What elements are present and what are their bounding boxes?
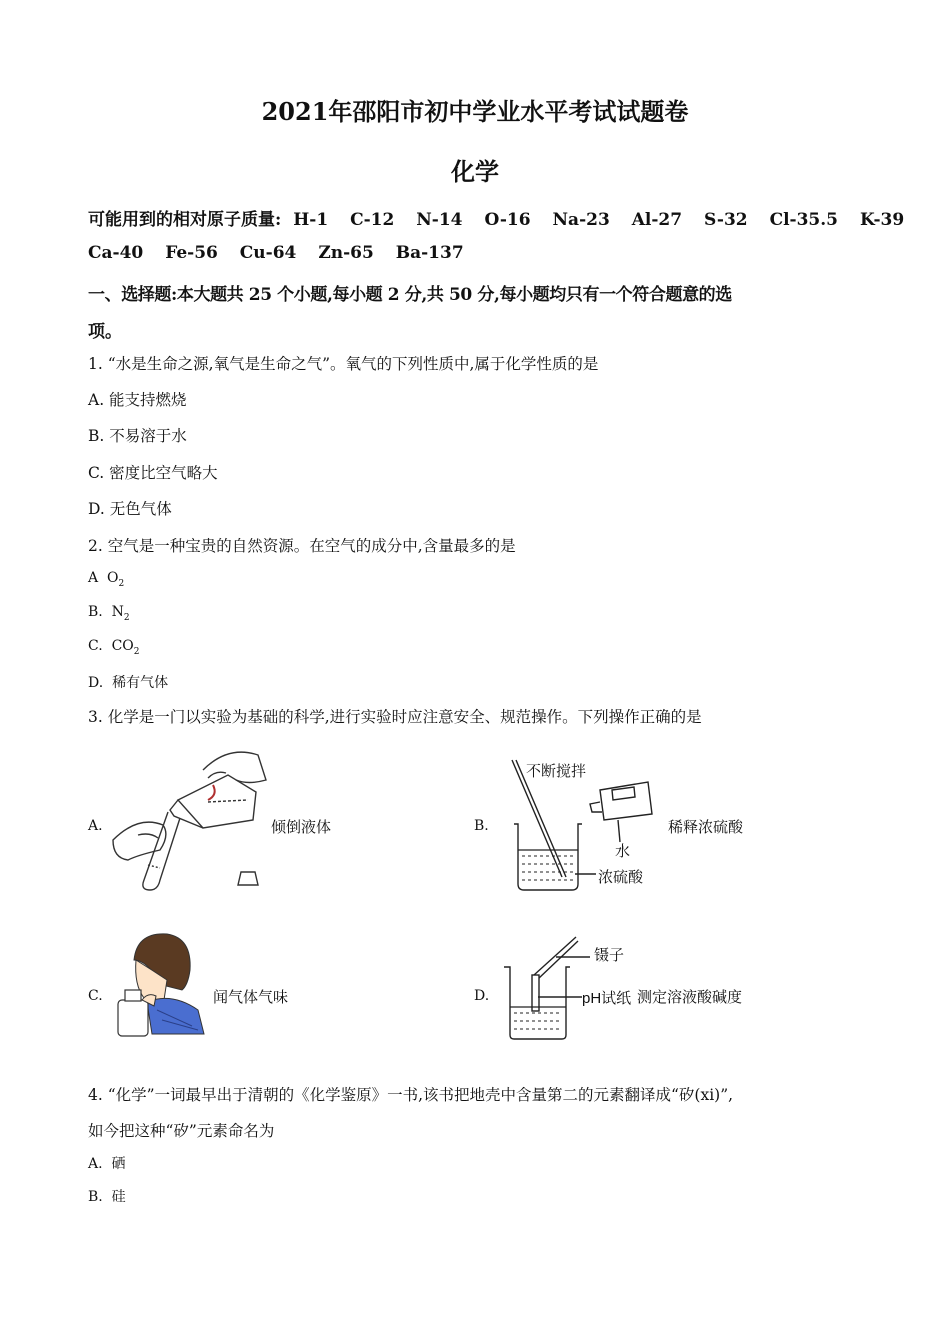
atomic-mass: O-16 (484, 210, 531, 230)
question-4-option-a: A. 硒 (88, 1156, 126, 1172)
atomic-mass: K-39 (859, 210, 905, 230)
atomic-mass: Al-27 (631, 210, 683, 230)
atomic-mass: Na-23 (552, 210, 610, 230)
atomic-mass: S-32 (704, 210, 748, 230)
stirring-label: 不断搅拌 (526, 763, 587, 780)
tweezers-label: 镊子 (594, 947, 625, 964)
question-4-stem: 4. “化学”一词最早出于清朝的《化学鉴原》一书,该书把地壳中含量第二的元素翻译成“矽(xi)”, (88, 1086, 734, 1104)
atomic-mass: Ba-137 (395, 243, 464, 263)
question-3-option-d-caption: 测定溶液酸碱度 (637, 988, 743, 1006)
question-3-option-c-letter: C. (88, 988, 103, 1004)
subject-title: 化学 (451, 157, 499, 186)
question-1-stem: 1. “水是生命之源,氧气是生命之气”。氧气的下列性质中,属于化学性质的是 (88, 355, 599, 373)
question-2-option-a: A $O_2$ (88, 570, 125, 589)
question-3-option-a-letter: A. (88, 818, 103, 834)
page-title: 2021年邵阳市初中学业水平考试试题卷 (261, 97, 689, 126)
atomic-mass: C-12 (350, 210, 395, 230)
sulfuric-acid-label: 浓硫酸 (598, 869, 644, 886)
question-1-option-a: A. 能支持燃烧 (88, 391, 187, 409)
question-3-option-a-caption: 倾倒液体 (271, 818, 332, 836)
ph-paper-label: pH试纸 (582, 990, 632, 1007)
section-heading-cont: 项。 (88, 322, 122, 342)
atomic-mass: H-1 (293, 210, 329, 230)
question-1-option-b: B. 不易溶于水 (88, 427, 187, 445)
atomic-mass: Zn-65 (318, 243, 374, 263)
atomic-mass: Fe-56 (165, 243, 218, 263)
atomic-mass: Cl-35.5 (769, 210, 839, 230)
question-3-option-b-caption: 稀释浓硫酸 (668, 818, 744, 836)
question-2-option-d: D. 稀有气体 (88, 675, 169, 691)
question-3-option-c-caption: 闻气体气味 (213, 988, 289, 1006)
atomic-masses-line1 (88, 205, 904, 230)
question-1-option-c: C. 密度比空气略大 (88, 464, 218, 482)
question-2-option-b: B. $N_2$ (88, 604, 130, 623)
atomic-mass: Cu-64 (239, 243, 297, 263)
question-4-stem-cont: 如今把这种“矽”元素命名为 (88, 1122, 275, 1140)
question-3-option-b-letter: B. (474, 818, 489, 834)
atomic-masses-label: 可能用到的相对原子质量: (88, 210, 282, 230)
atomic-mass: Ca-40 (88, 243, 144, 263)
atomic-masses-line2 (88, 243, 480, 263)
pouring-liquid-figure (108, 740, 268, 895)
smelling-gas-figure (112, 930, 212, 1040)
section-heading: 一、选择题:本大题共 25 个小题,每小题 2 分,共 50 分,每小题均只有一个符合题意的选 (88, 285, 732, 305)
question-3-option-d-letter: D. (474, 988, 490, 1004)
question-1-option-d: D. 无色气体 (88, 500, 172, 518)
question-3-stem: 3. 化学是一门以实验为基础的科学,进行实验时应注意安全、规范操作。下列操作正确的是 (88, 708, 702, 726)
atomic-mass: N-14 (416, 210, 463, 230)
question-2-stem: 2. 空气是一种宝贵的自然资源。在空气的成分中,含量最多的是 (88, 537, 516, 555)
water-label: 水 (615, 843, 631, 860)
question-2-option-c: C. $CO_2$ (88, 638, 140, 657)
question-4-option-b: B. 硅 (88, 1189, 126, 1205)
